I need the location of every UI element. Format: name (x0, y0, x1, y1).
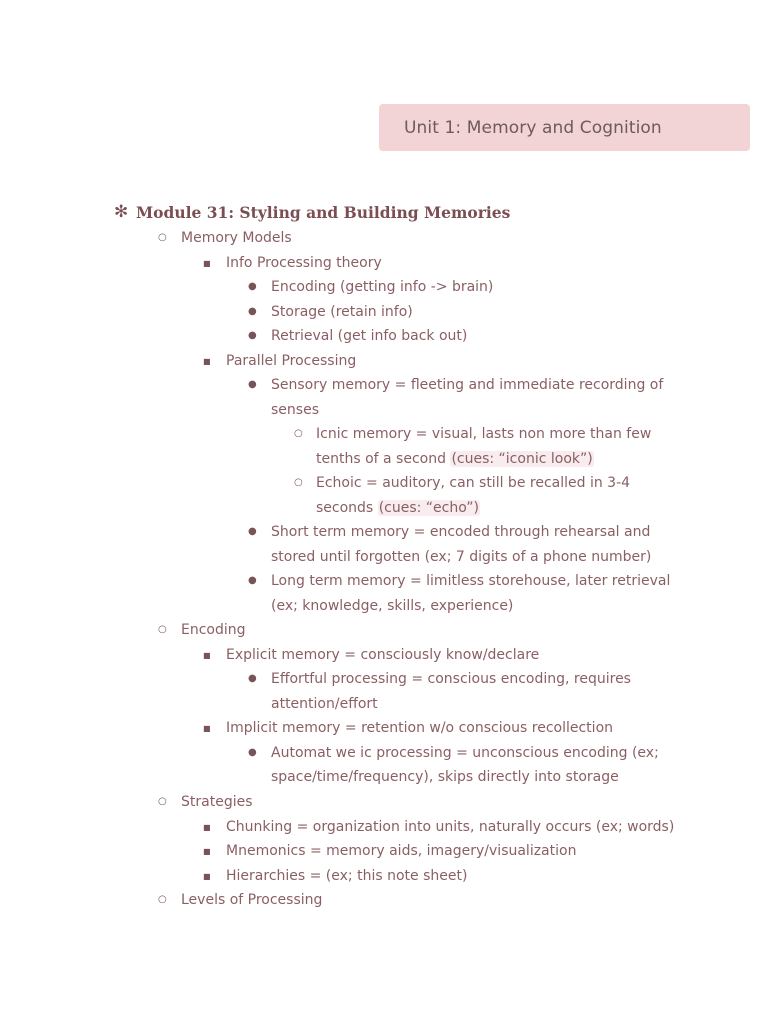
module-heading (114, 202, 510, 222)
list-item-text: tenths of a second (316, 451, 451, 467)
list-item-text: Icnic memory = visual, lasts non more than few (316, 426, 652, 442)
list-item-text: Echoic = auditory, can still be recalled in 3-4 (316, 475, 631, 491)
outline-item-iconic-memory-cont (316, 447, 594, 472)
outline-item-strategies (181, 790, 253, 815)
outline-item-sensory-memory (271, 373, 663, 398)
dot-bullet-icon: ● (248, 281, 257, 292)
list-item-text: space/time/frequency), skips directly into storage (271, 769, 619, 785)
square-bullet-icon: ■ (203, 357, 211, 366)
dot-bullet-icon: ● (248, 526, 257, 537)
list-item-text: (ex; knowledge, skills, experience) (271, 598, 514, 614)
outline-item-effortful-processing-cont (271, 692, 378, 717)
list-item-text: attention/effort (271, 696, 378, 712)
list-item-text: Storage (retain info) (271, 304, 413, 320)
outline-item-retrieval-step (271, 324, 467, 349)
outline-item-automatic-processing (271, 741, 659, 766)
dot-bullet-icon: ● (248, 673, 257, 684)
square-bullet-icon: ■ (203, 651, 211, 660)
circle-bullet-icon: ○ (158, 894, 167, 905)
circle-bullet-icon: ○ (158, 624, 167, 635)
list-item-text: Automat we ic processing = unconscious encoding (ex; (271, 745, 659, 761)
list-item-text: Effortful processing = conscious encoding, requires (271, 671, 631, 687)
list-item-text: seconds (316, 500, 378, 516)
list-item-text: Long term memory = limitless storehouse, later retrieval (271, 573, 671, 589)
list-item-text: Memory Models (181, 230, 292, 246)
dot-bullet-icon: ● (248, 747, 257, 758)
outline-item-echoic-memory-cont (316, 496, 480, 521)
outline-item-short-term-memory (271, 520, 650, 545)
outline-item-storage-step (271, 300, 413, 325)
outline-item-parallel-processing (226, 349, 356, 374)
square-bullet-icon: ■ (203, 259, 211, 268)
cue-highlight: (cues: “echo”) (378, 500, 480, 516)
square-bullet-icon: ■ (203, 724, 211, 733)
list-item-text: Info Processing theory (226, 255, 382, 271)
list-item-text: stored until forgotten (ex; 7 digits of a phone number) (271, 549, 652, 565)
square-bullet-icon: ■ (203, 823, 211, 832)
list-item-text: Encoding (getting info -> brain) (271, 279, 494, 295)
circle-bullet-icon: ○ (158, 796, 167, 807)
outline-item-levels-of-processing (181, 888, 322, 913)
dot-bullet-icon: ● (248, 575, 257, 586)
list-item-text: senses (271, 402, 319, 418)
list-item-text: Encoding (181, 622, 246, 638)
outline-item-short-term-memory-cont (271, 545, 651, 570)
list-item-text: Short term memory = encoded through rehearsal and (271, 524, 651, 540)
list-item-text: Strategies (181, 794, 253, 810)
outline-item-explicit-memory (226, 643, 539, 668)
dot-bullet-icon: ● (248, 306, 257, 317)
list-item-text: Chunking = organization into units, naturally occurs (ex; words) (226, 819, 675, 835)
circle-bullet-icon: ○ (294, 428, 303, 439)
module-title: Module 31: Styling and Building Memories (136, 202, 511, 222)
square-bullet-icon: ■ (203, 847, 211, 856)
circle-bullet-icon: ○ (158, 232, 167, 243)
outline-item-sensory-memory-cont (271, 398, 319, 423)
dot-bullet-icon: ● (248, 330, 257, 341)
outline-item-chunking (226, 815, 674, 840)
outline-item-effortful-processing (271, 667, 631, 692)
circle-bullet-icon: ○ (294, 477, 303, 488)
square-bullet-icon: ■ (203, 872, 211, 881)
list-item-text: Parallel Processing (226, 353, 357, 369)
list-item-text: Sensory memory = fleeting and immediate recording of (271, 377, 664, 393)
unit-title: Unit 1: Memory and Cognition (404, 117, 662, 138)
outline-item-automatic-processing-cont (271, 765, 619, 790)
outline-item-memory-models (181, 226, 292, 251)
list-item-text: Hierarchies = (ex; this note sheet) (226, 868, 468, 884)
outline-item-echoic-memory (316, 471, 630, 496)
outline-item-long-term-memory (271, 569, 670, 594)
list-item-text: Explicit memory = consciously know/declare (226, 647, 540, 663)
list-item-text: Levels of Processing (181, 892, 323, 908)
list-item-text: Implicit memory = retention w/o conscious recollection (226, 720, 614, 736)
list-item-text: Mnemonics = memory aids, imagery/visualization (226, 843, 577, 859)
outline-item-mnemonics (226, 839, 576, 864)
outline-item-long-term-memory-cont (271, 594, 513, 619)
outline-item-encoding-step (271, 275, 493, 300)
outline-item-implicit-memory (226, 716, 613, 741)
outline-item-iconic-memory (316, 422, 651, 447)
asterisk-icon: ✻ (114, 202, 129, 222)
outline-item-info-processing (226, 251, 382, 276)
list-item-text: Retrieval (get info back out) (271, 328, 468, 344)
outline-item-hierarchies (226, 864, 467, 889)
dot-bullet-icon: ● (248, 379, 257, 390)
cue-highlight: (cues: “iconic look”) (451, 451, 593, 467)
unit-banner (379, 104, 750, 151)
outline-item-encoding (181, 618, 246, 643)
